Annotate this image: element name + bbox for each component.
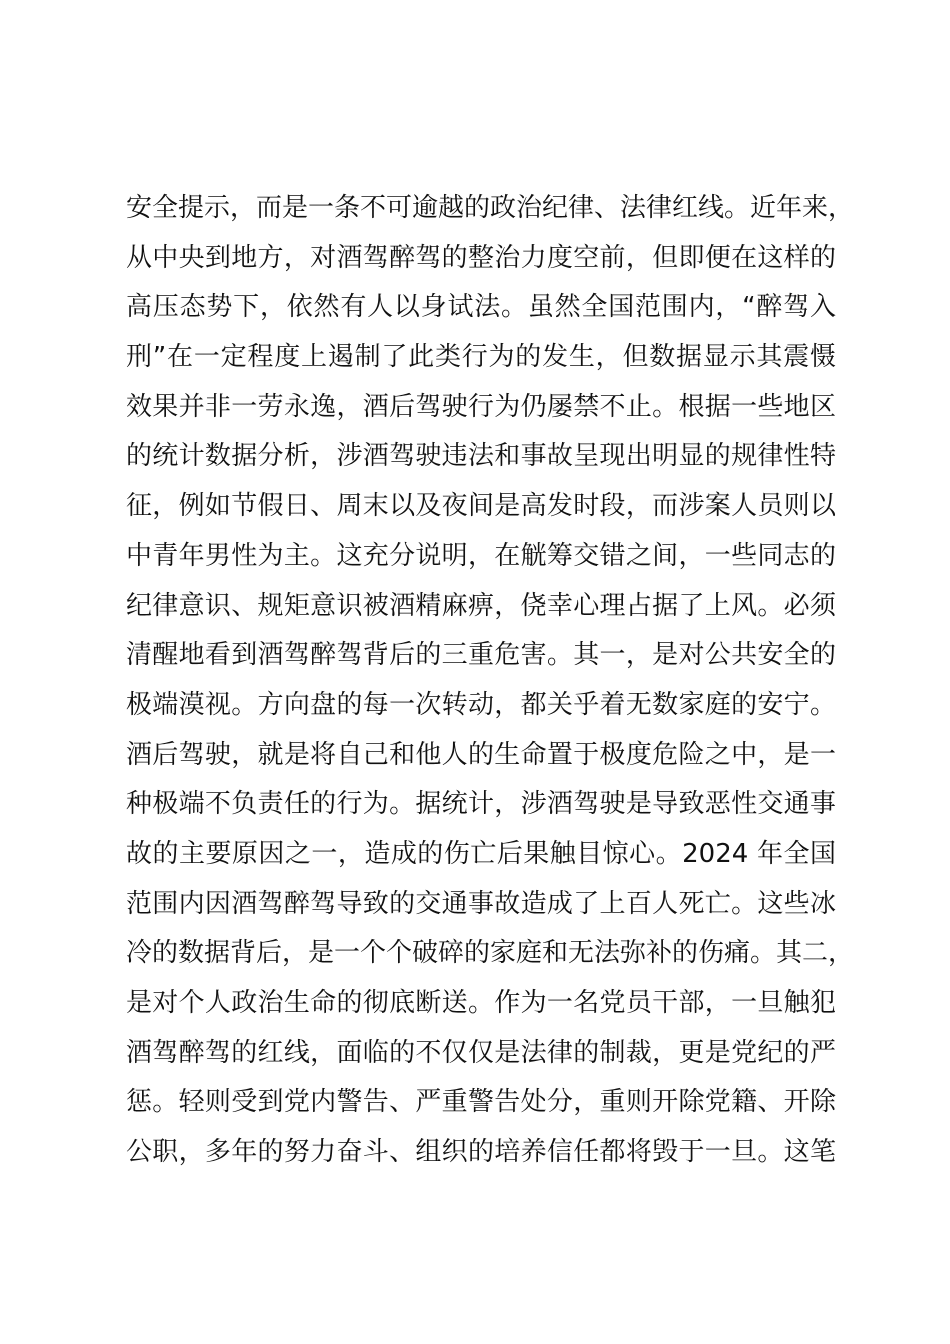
text-line-13: 种极端不负责任的行为。据统计，涉酒驾驶是导致恶性交通事 [126, 789, 836, 820]
text-line-11: 极端漠视。方向盘的每一次转动，都关乎着无数家庭的安宁。 [126, 689, 836, 720]
text-line-3: 高压态势下，依然有人以身试法。虽然全国范围内，“醉驾入 [126, 292, 836, 323]
text-line-8: 中青年男性为主。这充分说明，在觥筹交错之间，一些同志的 [126, 540, 836, 571]
text-line-4: 刑”在一定程度上遏制了此类行为的发生，但数据显示其震慑 [126, 342, 836, 373]
body-paragraph [126, 184, 855, 1178]
text-line-14: 故的主要原因之一，造成的伤亡后果触目惊心。2024 年全国 [126, 838, 836, 869]
text-line-12: 酒后驾驶，就是将自己和他人的生命置于极度危险之中，是一 [126, 739, 836, 770]
text-line-19: 惩。轻则受到党内警告、严重警告处分，重则开除党籍、开除 [126, 1087, 836, 1118]
text-line-5: 效果并非一劳永逸，酒后驾驶行为仍屡禁不止。根据一些地区 [126, 391, 836, 422]
text-line-18: 酒驾醉驾的红线，面临的不仅仅是法律的制裁，更是党纪的严 [126, 1037, 836, 1068]
text-line-9: 纪律意识、规矩意识被酒精麻痹，侥幸心理占据了上风。必须 [126, 590, 836, 621]
text-line-1: 安全提示，而是一条不可逾越的政治纪律、法律红线。近年来， [126, 193, 855, 223]
text-line-16: 冷的数据背后，是一个个破碎的家庭和无法弥补的伤痛。其二， [126, 938, 855, 969]
text-line-17: 是对个人政治生命的彻底断送。作为一名党员干部，一旦触犯 [126, 988, 836, 1018]
text-line-2: 从中央到地方，对酒驾醉驾的整治力度空前，但即便在这样的 [126, 242, 836, 273]
text-line-7: 征，例如节假日、周末以及夜间是高发时段，而涉案人员则以 [126, 491, 836, 522]
text-line-20: 公职，多年的努力奋斗、组织的培养信任都将毁于一旦。这笔 [126, 1137, 836, 1168]
text-line-15: 范围内因酒驾醉驾导致的交通事故造成了上百人死亡。这些冰 [126, 888, 836, 919]
text-line-10: 清醒地看到酒驾醉驾背后的三重危害。其一，是对公共安全的 [126, 640, 836, 671]
text-line-6: 的统计数据分析，涉酒驾驶违法和事故呈现出明显的规律性特 [126, 441, 836, 472]
